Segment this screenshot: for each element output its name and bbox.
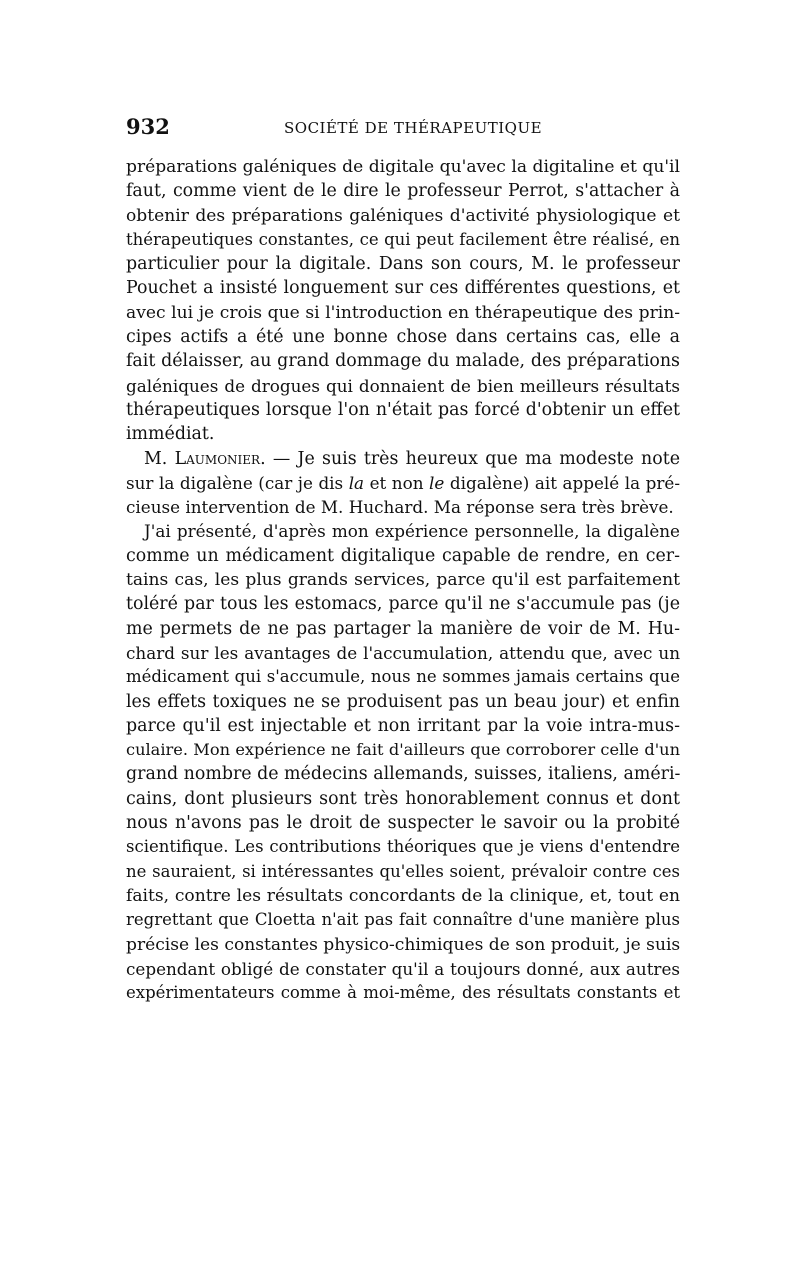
text-line: précise les constantes physico-chimiques de son produit, je suis xyxy=(126,934,680,955)
text-line: cipes actifs a été une bonne chose dans certains cas, elle a xyxy=(126,327,680,348)
text-line: toléré par tous les estomacs, parce qu'il ne s'accumule pas (je xyxy=(126,594,680,615)
text-line: avec lui je crois que si l'introduction en thérapeutique des prin- xyxy=(126,302,680,323)
text-line: faits, contre les résultats concordants de la clinique, et, tout en xyxy=(126,885,680,906)
text-line: cieuse intervention de M. Huchard. Ma réponse sera très brève. xyxy=(126,497,674,518)
text-line: tains cas, les plus grands services, parce qu'il est parfaitement xyxy=(126,570,680,591)
text-span: digalène) ait appelé la pré- xyxy=(444,472,680,493)
text-line: immédiat. xyxy=(126,424,215,445)
text-line: nous n'avons pas le droit de suspecter le savoir ou la probité xyxy=(126,813,680,834)
text-line: cependant obligé de constater qu'il a toujours donné, aux autres xyxy=(126,958,680,979)
text-line: me permets de ne pas partager la manière de voir de M. Hu- xyxy=(126,618,680,639)
paragraph-continuation xyxy=(126,155,680,447)
body-text xyxy=(126,155,680,1005)
text-line: obtenir des préparations galéniques d'activité physiologique et xyxy=(126,205,680,226)
text-line: Pouchet a insisté longuement sur ces différentes questions, et xyxy=(126,278,680,299)
text-line: grand nombre de médecins allemands, suisses, italiens, améri- xyxy=(126,764,680,785)
italic-word: la xyxy=(348,472,365,493)
text-line: thérapeutiques constantes, ce qui peut facilement être réalisé, en xyxy=(126,229,680,249)
italic-word: le xyxy=(429,472,445,493)
text-line: faut, comme vient de le dire le professeur Perrot, s'attacher à xyxy=(126,181,680,202)
text-line: chard sur les avantages de l'accumulation, attendu que, avec un xyxy=(126,642,680,663)
running-head: SOCIÉTÉ DE THÉRAPEUTIQUE xyxy=(284,119,543,137)
text-line: culaire. Mon expérience ne fait d'ailleurs que corroborer celle d'un xyxy=(126,740,680,760)
text-line: parce qu'il est injectable et non irritant par la voie intra-mus- xyxy=(126,715,680,736)
text-line: particulier pour la digitale. Dans son cours, M. le professeur xyxy=(126,254,680,275)
text-line xyxy=(126,447,680,471)
page-number: 932 xyxy=(126,114,170,139)
text-line: galéniques de drogues qui donnaient de bien meilleurs résultats xyxy=(126,375,680,396)
text-line: médicament qui s'accumule, nous ne sommes jamais certains que xyxy=(126,667,680,687)
text-line: thérapeutiques lorsque l'on n'était pas forcé d'obtenir un effet xyxy=(126,399,680,420)
text-line: expérimentateurs comme à moi-même, des résultats constants et xyxy=(126,983,680,1003)
page-header xyxy=(126,114,680,144)
speaker-name: M. Laumonier. xyxy=(144,448,266,469)
text-line: regrettant que Cloetta n'ait pas fait connaître d'une manière plus xyxy=(126,910,680,930)
text-line: fait délaisser, au grand dommage du malade, des préparations xyxy=(126,351,680,372)
text-line: préparations galéniques de digitale qu'avec la digitaline et qu'il xyxy=(126,157,680,177)
text-line: scientifique. Les contributions théoriques que je viens d'entendre xyxy=(126,837,680,857)
paragraph-experience xyxy=(126,519,680,1005)
text-line: J'ai présenté, d'après mon expérience personnelle, la digalène xyxy=(144,521,680,542)
text-line: les effets toxiques ne se produisent pas un beau jour) et enfin xyxy=(126,691,680,712)
text-line: comme un médicament digitalique capable de rendre, en cer- xyxy=(126,545,680,566)
text-line: cains, dont plusieurs sont très honorablement connus et dont xyxy=(126,788,680,809)
text-line xyxy=(126,471,680,495)
paragraph-laumonier xyxy=(126,447,680,520)
text-line: ne sauraient, si intéressantes qu'elles soient, prévaloir contre ces xyxy=(126,861,680,881)
text-span: et non xyxy=(364,472,430,493)
text-span: — Je suis très heureux que ma modeste note xyxy=(265,448,680,469)
text-span: sur la digalène (car je dis xyxy=(126,472,349,493)
